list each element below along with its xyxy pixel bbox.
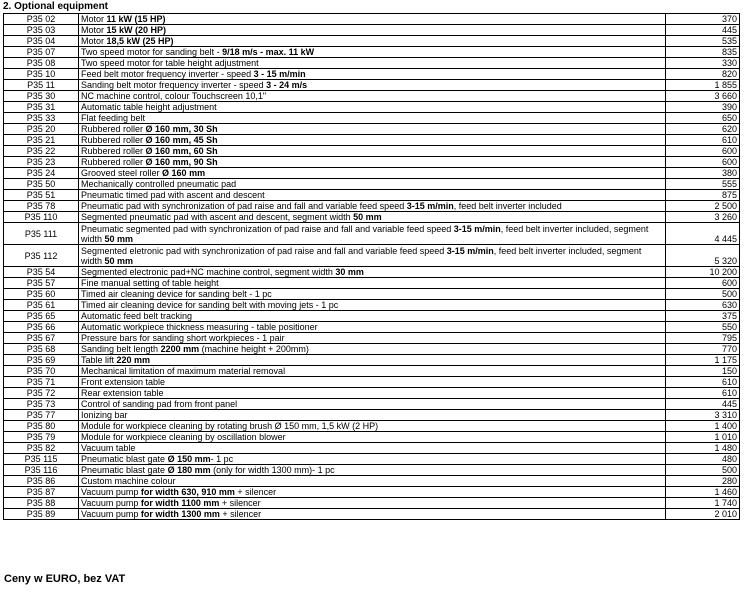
item-description [79,113,666,124]
item-description [79,443,666,454]
item-price: 2 500 [666,201,740,212]
item-code: P35 78 [4,201,79,212]
item-description [79,91,666,102]
item-code: P35 116 [4,465,79,476]
item-price: 390 [666,102,740,113]
item-code: P35 71 [4,377,79,388]
table-row [4,245,740,267]
description-segment: Motor [81,25,107,35]
item-description [79,322,666,333]
item-description [79,454,666,465]
item-code: P35 89 [4,509,79,520]
item-price: 535 [666,36,740,47]
table-row [4,146,740,157]
item-description [79,36,666,47]
item-price: 600 [666,146,740,157]
description-segment: Rubbered roller [81,146,146,156]
item-description [79,245,666,267]
description-segment: Pneumatic pad with synchronization of pad raise and fall and variable feed speed [81,201,407,211]
table-row [4,124,740,135]
description-segment: Vacuum pump [81,509,141,519]
description-segment: Segmented eletronic pad with synchronization of pad raise and fall and variable feed speed [81,245,447,256]
description-segment: + silencer [219,509,262,519]
item-price: 550 [666,322,740,333]
description-segment: Timed air cleaning device for sanding belt with moving jets - 1 pc [81,300,339,310]
table-row [4,300,740,311]
item-code: P35 111 [4,223,79,245]
description-bold-segment: 15 kW (20 HP) [106,25,167,35]
description-segment: Automatic workpiece thickness measuring - table positioner [81,322,318,332]
item-description [79,80,666,91]
item-price: 1 855 [666,80,740,91]
item-price: 795 [666,333,740,344]
item-price: 375 [666,311,740,322]
description-bold-segment: Ø 160 mm, 60 Sh [145,146,218,156]
item-code: P35 20 [4,124,79,135]
item-price: 445 [666,25,740,36]
description-segment: Sanding belt motor frequency inverter - speed [81,80,267,90]
table-row [4,498,740,509]
table-row [4,366,740,377]
item-description [79,344,666,355]
item-description [79,14,666,25]
item-description [79,212,666,223]
description-segment: Pneumatic blast gate [81,465,168,475]
description-bold-segment: for width 630, 910 mm [140,487,235,497]
description-segment: Vacuum pump [81,487,141,497]
table-row [4,443,740,454]
table-row [4,311,740,322]
description-segment: Segmented electronic pad+NC machine control, segment width [81,267,336,277]
item-code: P35 115 [4,454,79,465]
item-code: P35 50 [4,179,79,190]
item-price: 5 320 [666,245,740,267]
item-price: 3 310 [666,410,740,421]
item-price: 10 200 [666,267,740,278]
table-row [4,410,740,421]
item-price: 1 460 [666,487,740,498]
item-price: 600 [666,278,740,289]
description-segment: Rubbered roller [81,135,146,145]
item-description [79,58,666,69]
description-segment: Feed belt motor frequency inverter - speed [81,69,254,79]
description-bold-segment: for width 1100 mm [140,498,220,508]
description-segment: Automatic table height adjustment [81,102,217,112]
item-description [79,168,666,179]
table-row [4,91,740,102]
item-code: P35 112 [4,245,79,267]
description-segment: , feed belt inverter included, segment width [81,245,642,266]
description-bold-segment: 50 mm [353,212,382,222]
item-price: 1 010 [666,432,740,443]
table-row [4,113,740,124]
item-price: 835 [666,47,740,58]
table-row [4,190,740,201]
table-row [4,454,740,465]
item-price: 4 445 [666,223,740,245]
table-row [4,135,740,146]
table-row [4,509,740,520]
description-segment: Vacuum table [81,443,136,453]
item-price: 500 [666,289,740,300]
description-bold-segment: 18,5 kW (25 HP) [106,36,174,46]
item-code: P35 03 [4,25,79,36]
item-description [79,465,666,476]
item-price: 3 660 [666,91,740,102]
description-bold-segment: Ø 160 mm, 90 Sh [145,157,218,167]
table-row [4,465,740,476]
description-segment: Two speed motor for table height adjustment [81,58,259,68]
description-segment: Table lift [81,355,117,365]
item-price: 370 [666,14,740,25]
item-code: P35 66 [4,322,79,333]
item-price: 1 740 [666,498,740,509]
item-description [79,333,666,344]
item-code: P35 11 [4,80,79,91]
description-bold-segment: Ø 160 mm, 30 Sh [145,124,218,134]
item-description [79,190,666,201]
description-bold-segment: 30 mm [335,267,364,277]
item-code: P35 73 [4,399,79,410]
description-segment: Rear extension table [81,388,164,398]
item-code: P35 10 [4,69,79,80]
description-bold-segment: Ø 160 mm, 45 Sh [145,135,218,145]
item-code: P35 80 [4,421,79,432]
item-code: P35 110 [4,212,79,223]
description-segment: Motor [81,14,107,24]
item-code: P35 60 [4,289,79,300]
description-segment: Control of sanding pad from front panel [81,399,238,409]
item-description [79,421,666,432]
section-title: 2. Optional equipment [3,1,109,12]
item-price: 620 [666,124,740,135]
table-row [4,388,740,399]
item-description [79,487,666,498]
item-price: 555 [666,179,740,190]
description-segment: Ionizing bar [81,410,128,420]
item-code: P35 86 [4,476,79,487]
description-bold-segment: for width 1300 mm [140,509,220,519]
item-price: 1 480 [666,443,740,454]
item-price: 3 260 [666,212,740,223]
description-segment: NC machine control, colour Touchscreen 10,1" [81,91,267,101]
item-description [79,47,666,58]
table-row [4,212,740,223]
description-segment: Automatic feed belt tracking [81,311,193,321]
item-code: P35 57 [4,278,79,289]
description-bold-segment: 2200 mm [160,344,200,354]
description-segment: Vacuum pump [81,498,141,508]
item-code: P35 51 [4,190,79,201]
table-row [4,267,740,278]
description-segment: Mechanically controlled pneumatic pad [81,179,237,189]
description-segment: , feed belt inverter included, segment width [81,223,649,244]
item-code: P35 88 [4,498,79,509]
table-row [4,333,740,344]
description-segment: + silencer [219,498,261,508]
item-price: 600 [666,157,740,168]
item-code: P35 87 [4,487,79,498]
item-code: P35 54 [4,267,79,278]
item-price: 280 [666,476,740,487]
table-row [4,432,740,443]
item-description [79,146,666,157]
item-price: 770 [666,344,740,355]
item-price: 480 [666,454,740,465]
item-code: P35 82 [4,443,79,454]
item-price: 500 [666,465,740,476]
description-segment: Fine manual setting of table height [81,278,219,288]
table-row [4,14,740,25]
description-segment: + silencer [234,487,277,497]
item-code: P35 04 [4,36,79,47]
item-code: P35 02 [4,14,79,25]
description-bold-segment: Ø 160 mm [162,168,206,178]
item-description [79,432,666,443]
item-price: 380 [666,168,740,179]
item-code: P35 72 [4,388,79,399]
description-segment: Rubbered roller [81,124,146,134]
description-segment: Custom machine colour [81,476,176,486]
item-price: 875 [666,190,740,201]
item-description [79,267,666,278]
item-description [79,476,666,487]
table-row [4,179,740,190]
item-description [79,300,666,311]
table-row [4,47,740,58]
description-bold-segment: 3-15 m/min [453,223,501,234]
table-row [4,377,740,388]
table-row [4,322,740,333]
description-segment: Front extension table [81,377,166,387]
description-segment: Rubbered roller [81,157,146,167]
description-segment: Pneumatic timed pad with ascent and descent [81,190,265,200]
description-segment: Pneumatic blast gate [81,454,168,464]
item-price: 610 [666,388,740,399]
item-code: P35 07 [4,47,79,58]
item-description [79,399,666,410]
item-code: P35 08 [4,58,79,69]
item-description [79,124,666,135]
table-row [4,69,740,80]
table-row [4,36,740,47]
description-segment: (only for width 1300 mm)- 1 pc [210,465,335,475]
item-description [79,289,666,300]
table-row [4,168,740,179]
table-row [4,355,740,366]
description-segment: Module for workpiece cleaning by rotating brush Ø 150 mm, 1,5 kW (2 HP) [81,421,379,431]
item-description [79,179,666,190]
item-description [79,509,666,520]
item-description [79,223,666,245]
description-segment: Pneumatic segmented pad with synchronization of pad raise and fall and variable feed speed [81,223,454,234]
description-segment: Timed air cleaning device for sanding belt - 1 pc [81,289,272,299]
optional-equipment-table [3,13,740,520]
table-row [4,58,740,69]
item-description [79,201,666,212]
item-code: P35 77 [4,410,79,421]
price-note: Ceny w EURO, bez VAT [4,573,126,585]
table-row [4,25,740,36]
item-description [79,25,666,36]
table-row [4,476,740,487]
item-code: P35 33 [4,113,79,124]
table-row [4,278,740,289]
description-segment: Motor [81,36,107,46]
table-row [4,399,740,410]
description-segment: Grooved steel roller [81,168,163,178]
item-price: 1 175 [666,355,740,366]
item-code: P35 30 [4,91,79,102]
table-row [4,201,740,212]
table-row [4,421,740,432]
item-code: P35 22 [4,146,79,157]
item-price: 2 010 [666,509,740,520]
item-description [79,377,666,388]
item-code: P35 65 [4,311,79,322]
item-code: P35 79 [4,432,79,443]
description-segment: Pressure bars for sanding short workpieces - 1 pair [81,333,285,343]
item-code: P35 21 [4,135,79,146]
item-code: P35 23 [4,157,79,168]
item-price: 650 [666,113,740,124]
description-bold-segment: 3 - 15 m/min [253,69,306,79]
table-row [4,102,740,113]
description-segment: Module for workpiece cleaning by oscillation blower [81,432,286,442]
description-segment: Mechanical limitation of maximum material removal [81,366,286,376]
item-price: 1 400 [666,421,740,432]
item-price: 610 [666,135,740,146]
item-description [79,102,666,113]
description-bold-segment: 220 mm [116,355,151,365]
item-code: P35 68 [4,344,79,355]
item-code: P35 61 [4,300,79,311]
item-code: P35 24 [4,168,79,179]
item-code: P35 70 [4,366,79,377]
table-row [4,80,740,91]
item-description [79,366,666,377]
description-bold-segment: 50 mm [104,255,134,266]
description-segment: Segmented pneumatic pad with ascent and descent, segment width [81,212,354,222]
table-row [4,487,740,498]
item-description [79,388,666,399]
item-code: P35 69 [4,355,79,366]
description-segment: (machine height + 200mm) [199,344,309,354]
item-description [79,135,666,146]
table-row [4,223,740,245]
description-bold-segment: 50 mm [104,233,134,244]
description-bold-segment: 11 kW (15 HP) [106,14,166,24]
description-bold-segment: 3-15 m/min [446,245,494,256]
description-segment: - 1 pc [210,454,234,464]
table-row [4,344,740,355]
item-description [79,69,666,80]
item-price: 150 [666,366,740,377]
description-segment: , feed belt inverter included [453,201,562,211]
description-segment: Sanding belt length [81,344,161,354]
description-bold-segment: Ø 180 mm [167,465,211,475]
item-price: 610 [666,377,740,388]
description-bold-segment: 9/18 m/s - max. 11 kW [222,47,315,57]
item-price: 445 [666,399,740,410]
table-row [4,289,740,300]
item-description [79,311,666,322]
table-row [4,157,740,168]
description-segment: Two speed motor for sanding belt - [81,47,223,57]
item-description [79,278,666,289]
item-price: 820 [666,69,740,80]
item-price: 330 [666,58,740,69]
description-bold-segment: 3-15 m/min [406,201,454,211]
item-price: 630 [666,300,740,311]
item-description [79,410,666,421]
item-description [79,498,666,509]
description-segment: Flat feeding belt [81,113,146,123]
item-code: P35 31 [4,102,79,113]
description-bold-segment: Ø 150 mm [167,454,211,464]
description-bold-segment: 3 - 24 m/s [266,80,308,90]
table-body [4,14,740,520]
item-description [79,355,666,366]
item-description [79,157,666,168]
item-code: P35 67 [4,333,79,344]
